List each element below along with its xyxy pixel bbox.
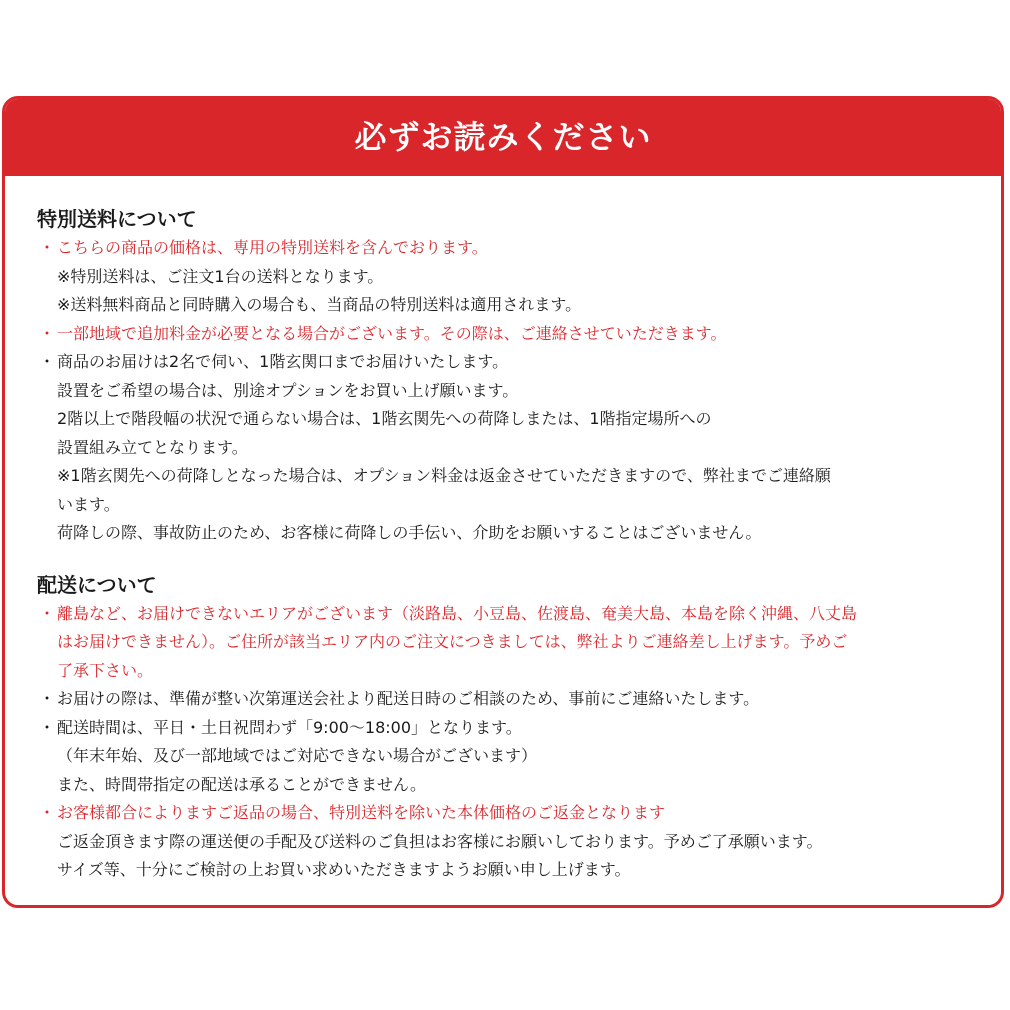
notice-item-highlight [37,799,987,828]
bullet-mark: ・ [38,803,55,822]
notice-item [37,348,987,548]
notice-line: はお届けできません）。ご住所が該当エリア内のご注文につきましては、弊社よりご連絡差し上げます。予めご [57,632,848,651]
notice-item [37,685,987,714]
notice-line: 商品のお届けは2名で伺い、1階玄関口までお届けいたします。 [57,352,509,371]
notice-line: （年末年始、及び一部地域ではご対応できない場合がございます） [57,746,538,765]
notice-section [37,206,987,548]
notice-section [37,572,987,885]
notice-line: 荷降しの際、事故防止のため、お客様に荷降しの手伝い、介助をお願いすることはございません。 [57,523,762,542]
notice-content [37,206,987,885]
bullet-mark: ・ [38,603,55,623]
notice-line: ※送料無料商品と同時購入の場合も、当商品の特別送料は適用されます。 [57,295,582,314]
notice-line: 一部地域で追加料金が必要となる場合がございます。その際は、ご連絡させていただきます。 [57,323,727,343]
notice-line: サイズ等、十分にご検討の上お買い求めいただきますようお願い申し上げます。 [57,860,631,879]
section-title: 配送について [37,572,157,597]
notice-line: お届けの際は、準備が整い次第運送会社より配送日時のご相談のため、事前にご連絡いたします。 [57,689,760,708]
notice-line: 了承下さい。 [57,660,154,680]
bullet-mark: ・ [38,352,55,371]
notice-box [2,96,1004,908]
notice-item-highlight [37,234,987,263]
notice-banner-title: 必ずお読みください [5,99,1001,176]
notice-line: 設置組み立てとなります。 [57,437,248,457]
bullet-mark: ・ [38,689,55,708]
section-title: 特別送料について [37,207,197,231]
notice-line: 離島など、お届けできないエリアがございます（淡路島、小豆島、佐渡島、奄美大島、本島を除く沖縄、八丈島 [57,603,858,623]
notice-line: お客様都合によりますご返品の場合、特別送料を除いた本体価格のご返金となります [57,803,666,822]
notice-item [37,263,987,320]
notice-line: 設置をご希望の場合は、別途オプションをお買い上げ願います。 [57,380,519,400]
notice-line: います。 [57,494,120,514]
notice-line: 2階以上で階段幅の状況で通らない場合は、1階玄関先への荷降しまたは、1階指定場所への [57,409,712,428]
notice-line: ご返金頂きます際の運送便の手配及び送料のご負担はお客様にお願いしております。予めご了承願います。 [57,831,823,851]
bullet-mark: ・ [38,717,55,737]
notice-line: ※特別送料は、ご注文1台の送料となります。 [57,266,384,286]
notice-item-highlight [37,320,987,349]
notice-line: また、時間帯指定の配送は承ることができません。 [57,774,426,794]
notice-line: 配送時間は、平日・土日祝問わず「9:00〜18:00」となります。 [57,717,522,737]
bullet-mark: ・ [38,323,55,343]
notice-line: ※1階玄関先への荷降しとなった場合は、オプション料金は返金させていただきますので、弊社までご連絡願 [57,466,831,485]
notice-item [37,828,987,885]
notice-item-highlight [37,600,987,686]
bullet-mark [37,263,57,320]
bullet-mark [37,828,57,885]
notice-item [37,714,987,800]
bullet-mark: ・ [38,238,55,257]
notice-line: こちらの商品の価格は、専用の特別送料を含んでおります。 [57,238,488,257]
